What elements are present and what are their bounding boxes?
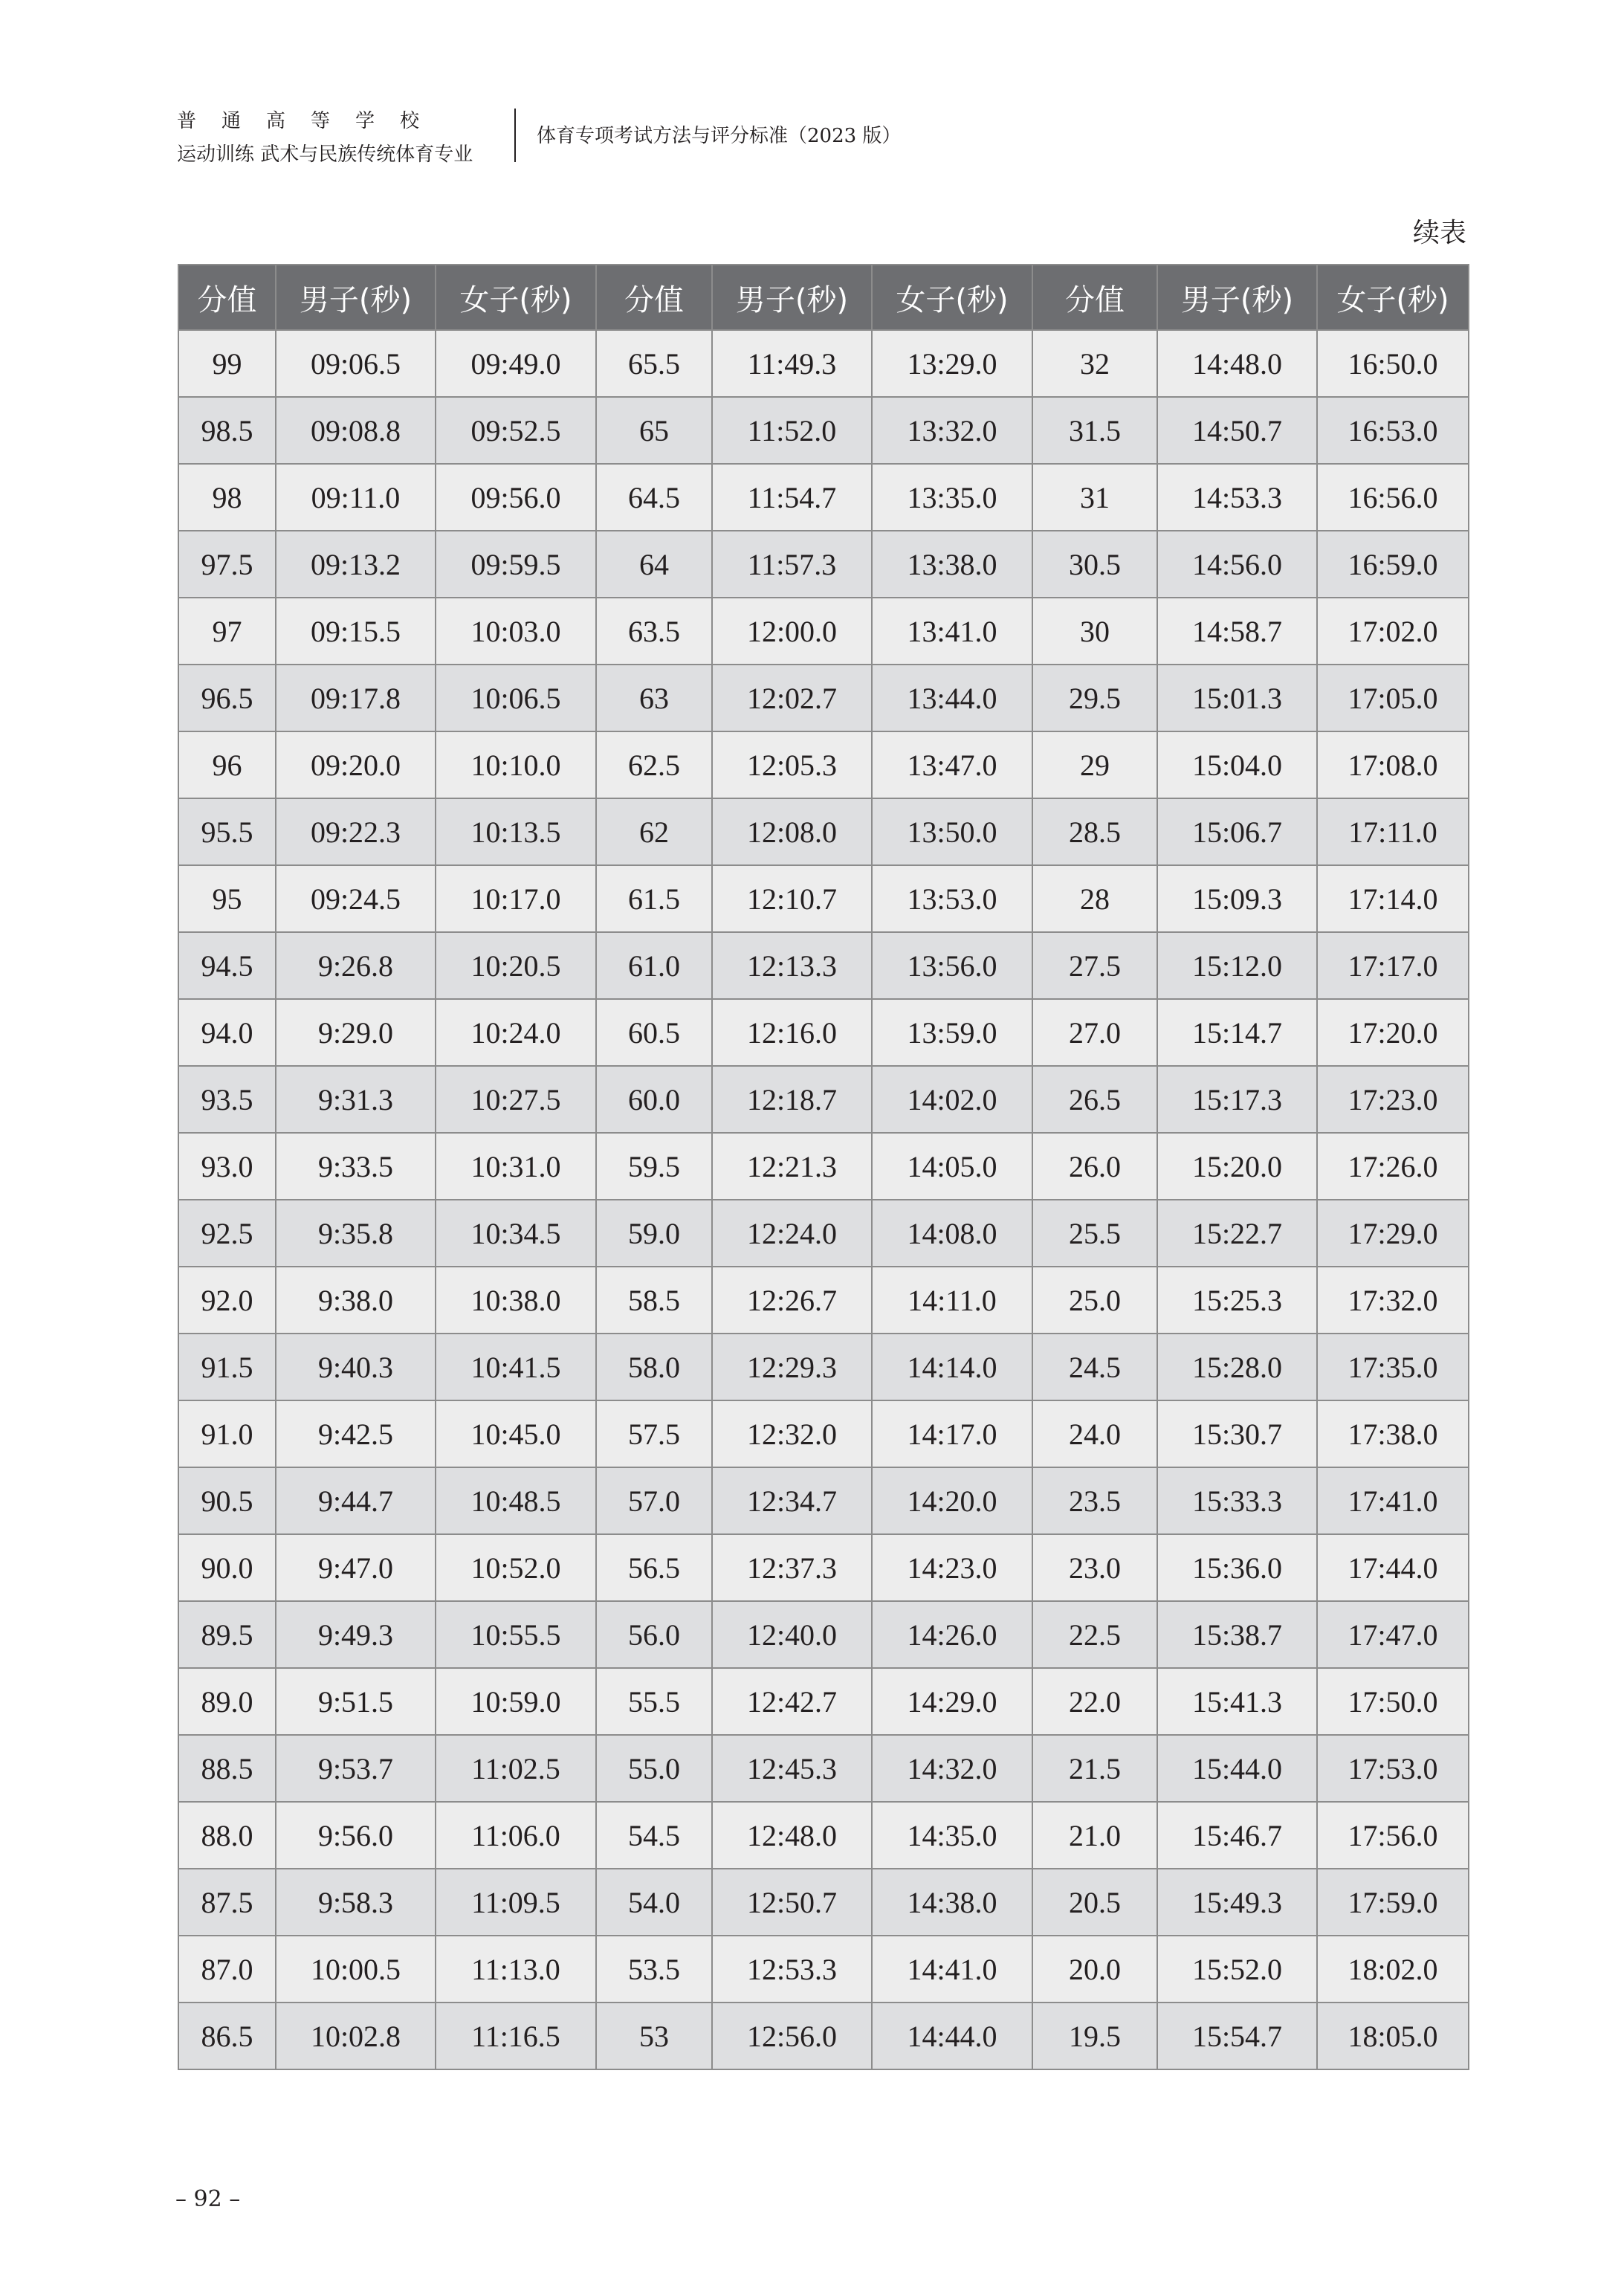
male-time-cell: 9:29.0: [276, 999, 436, 1066]
female-time-cell: 13:50.0: [872, 798, 1032, 865]
score-cell: 56.5: [596, 1534, 712, 1601]
table-row: [178, 1200, 1469, 1267]
female-time-cell: 10:45.0: [436, 1400, 596, 1467]
male-time-cell: 9:44.7: [276, 1467, 436, 1534]
score-cell: 97.5: [178, 531, 276, 598]
female-time-cell: 14:41.0: [872, 1936, 1032, 2003]
female-time-cell: 16:50.0: [1317, 330, 1469, 397]
male-time-cell: 12:29.3: [712, 1334, 872, 1400]
col-header-female-seconds: 女子(秒): [436, 265, 596, 330]
table-row: [178, 1334, 1469, 1400]
female-time-cell: 13:56.0: [872, 932, 1032, 999]
score-cell: 21.5: [1032, 1735, 1157, 1802]
score-cell: 55.5: [596, 1668, 712, 1735]
table-row: [178, 1267, 1469, 1334]
male-time-cell: 09:20.0: [276, 731, 436, 798]
female-time-cell: 13:35.0: [872, 464, 1032, 531]
male-time-cell: 12:42.7: [712, 1668, 872, 1735]
male-time-cell: 15:30.7: [1157, 1400, 1317, 1467]
female-time-cell: 13:29.0: [872, 330, 1032, 397]
female-time-cell: 16:56.0: [1317, 464, 1469, 531]
table-row: [178, 2003, 1469, 2069]
male-time-cell: 15:49.3: [1157, 1869, 1317, 1936]
male-time-cell: 9:51.5: [276, 1668, 436, 1735]
male-time-cell: 15:04.0: [1157, 731, 1317, 798]
female-time-cell: 14:05.0: [872, 1133, 1032, 1200]
female-time-cell: 14:14.0: [872, 1334, 1032, 1400]
male-time-cell: 15:22.7: [1157, 1200, 1317, 1267]
female-time-cell: 10:55.5: [436, 1601, 596, 1668]
female-time-cell: 09:59.5: [436, 531, 596, 598]
score-cell: 89.0: [178, 1668, 276, 1735]
male-time-cell: 12:40.0: [712, 1601, 872, 1668]
male-time-cell: 9:33.5: [276, 1133, 436, 1200]
score-cell: 53.5: [596, 1936, 712, 2003]
male-time-cell: 09:08.8: [276, 397, 436, 464]
col-header-female-seconds: 女子(秒): [872, 265, 1032, 330]
male-time-cell: 9:53.7: [276, 1735, 436, 1802]
male-time-cell: 9:38.0: [276, 1267, 436, 1334]
female-time-cell: 17:05.0: [1317, 665, 1469, 731]
male-time-cell: 09:11.0: [276, 464, 436, 531]
male-time-cell: 10:00.5: [276, 1936, 436, 2003]
score-cell: 22.5: [1032, 1601, 1157, 1668]
male-time-cell: 15:46.7: [1157, 1802, 1317, 1869]
score-cell: 25.5: [1032, 1200, 1157, 1267]
table-row: [178, 598, 1469, 665]
male-time-cell: 09:15.5: [276, 598, 436, 665]
male-time-cell: 15:25.3: [1157, 1267, 1317, 1334]
female-time-cell: 10:48.5: [436, 1467, 596, 1534]
table-row: [178, 999, 1469, 1066]
col-header-score: 分值: [596, 265, 712, 330]
female-time-cell: 10:13.5: [436, 798, 596, 865]
table-row: [178, 665, 1469, 731]
header-major-line: 运动训练 武术与民族传统体育专业: [177, 143, 473, 166]
page-number: – 92 –: [175, 2186, 241, 2212]
score-cell: 57.5: [596, 1400, 712, 1467]
male-time-cell: 15:12.0: [1157, 932, 1317, 999]
male-time-cell: 14:53.3: [1157, 464, 1317, 531]
male-time-cell: 09:17.8: [276, 665, 436, 731]
table-header-row: [178, 265, 1469, 330]
male-time-cell: 12:13.3: [712, 932, 872, 999]
score-cell: 21.0: [1032, 1802, 1157, 1869]
table-row: [178, 865, 1469, 932]
table-row: [178, 798, 1469, 865]
table-row: [178, 1601, 1469, 1668]
table-row: [178, 1066, 1469, 1133]
female-time-cell: 17:29.0: [1317, 1200, 1469, 1267]
male-time-cell: 11:49.3: [712, 330, 872, 397]
score-cell: 65: [596, 397, 712, 464]
score-cell: 24.5: [1032, 1334, 1157, 1400]
male-time-cell: 12:26.7: [712, 1267, 872, 1334]
male-time-cell: 14:58.7: [1157, 598, 1317, 665]
continued-table-label: 续表: [1412, 218, 1466, 248]
score-cell: 24.0: [1032, 1400, 1157, 1467]
header-school-line: 普通高等学校: [177, 110, 445, 132]
female-time-cell: 16:59.0: [1317, 531, 1469, 598]
female-time-cell: 10:24.0: [436, 999, 596, 1066]
female-time-cell: 17:35.0: [1317, 1334, 1469, 1400]
table-row: [178, 1534, 1469, 1601]
male-time-cell: 15:06.7: [1157, 798, 1317, 865]
score-cell: 32: [1032, 330, 1157, 397]
score-cell: 95.5: [178, 798, 276, 865]
male-time-cell: 14:50.7: [1157, 397, 1317, 464]
female-time-cell: 17:23.0: [1317, 1066, 1469, 1133]
score-cell: 54.0: [596, 1869, 712, 1936]
male-time-cell: 9:47.0: [276, 1534, 436, 1601]
female-time-cell: 11:09.5: [436, 1869, 596, 1936]
col-header-male-seconds: 男子(秒): [712, 265, 872, 330]
score-cell: 87.5: [178, 1869, 276, 1936]
score-cell: 53: [596, 2003, 712, 2069]
score-cell: 61.0: [596, 932, 712, 999]
female-time-cell: 13:44.0: [872, 665, 1032, 731]
score-cell: 25.0: [1032, 1267, 1157, 1334]
male-time-cell: 12:37.3: [712, 1534, 872, 1601]
female-time-cell: 11:13.0: [436, 1936, 596, 2003]
score-cell: 22.0: [1032, 1668, 1157, 1735]
female-time-cell: 17:41.0: [1317, 1467, 1469, 1534]
score-cell: 30.5: [1032, 531, 1157, 598]
female-time-cell: 17:59.0: [1317, 1869, 1469, 1936]
header-book-title: 体育专项考试方法与评分标准（2023 版）: [537, 125, 902, 147]
male-time-cell: 12:10.7: [712, 865, 872, 932]
score-cell: 95: [178, 865, 276, 932]
female-time-cell: 17:02.0: [1317, 598, 1469, 665]
table-row: [178, 1400, 1469, 1467]
female-time-cell: 10:06.5: [436, 665, 596, 731]
score-cell: 90.5: [178, 1467, 276, 1534]
female-time-cell: 14:38.0: [872, 1869, 1032, 1936]
male-time-cell: 09:06.5: [276, 330, 436, 397]
table-body: [178, 330, 1469, 2069]
female-time-cell: 17:50.0: [1317, 1668, 1469, 1735]
col-header-score: 分值: [178, 265, 276, 330]
female-time-cell: 10:17.0: [436, 865, 596, 932]
score-cell: 87.0: [178, 1936, 276, 2003]
male-time-cell: 12:05.3: [712, 731, 872, 798]
female-time-cell: 09:56.0: [436, 464, 596, 531]
male-time-cell: 9:56.0: [276, 1802, 436, 1869]
male-time-cell: 11:54.7: [712, 464, 872, 531]
table-row: [178, 1133, 1469, 1200]
female-time-cell: 10:31.0: [436, 1133, 596, 1200]
table-row: [178, 464, 1469, 531]
score-cell: 61.5: [596, 865, 712, 932]
score-cell: 55.0: [596, 1735, 712, 1802]
score-cell: 59.5: [596, 1133, 712, 1200]
score-cell: 62: [596, 798, 712, 865]
female-time-cell: 10:03.0: [436, 598, 596, 665]
male-time-cell: 9:42.5: [276, 1400, 436, 1467]
score-cell: 28: [1032, 865, 1157, 932]
score-cell: 19.5: [1032, 2003, 1157, 2069]
score-cell: 88.0: [178, 1802, 276, 1869]
female-time-cell: 17:20.0: [1317, 999, 1469, 1066]
female-time-cell: 10:59.0: [436, 1668, 596, 1735]
table-row: [178, 1802, 1469, 1869]
score-cell: 94.0: [178, 999, 276, 1066]
male-time-cell: 9:26.8: [276, 932, 436, 999]
female-time-cell: 17:08.0: [1317, 731, 1469, 798]
table-row: [178, 932, 1469, 999]
score-cell: 20.5: [1032, 1869, 1157, 1936]
female-time-cell: 14:35.0: [872, 1802, 1032, 1869]
female-time-cell: 13:47.0: [872, 731, 1032, 798]
female-time-cell: 17:38.0: [1317, 1400, 1469, 1467]
female-time-cell: 17:17.0: [1317, 932, 1469, 999]
male-time-cell: 15:44.0: [1157, 1735, 1317, 1802]
female-time-cell: 10:27.5: [436, 1066, 596, 1133]
score-cell: 56.0: [596, 1601, 712, 1668]
score-cell: 93.5: [178, 1066, 276, 1133]
female-time-cell: 14:17.0: [872, 1400, 1032, 1467]
female-time-cell: 13:32.0: [872, 397, 1032, 464]
score-cell: 86.5: [178, 2003, 276, 2069]
table-row: [178, 1735, 1469, 1802]
female-time-cell: 10:52.0: [436, 1534, 596, 1601]
female-time-cell: 13:38.0: [872, 531, 1032, 598]
male-time-cell: 12:00.0: [712, 598, 872, 665]
male-time-cell: 09:24.5: [276, 865, 436, 932]
score-cell: 90.0: [178, 1534, 276, 1601]
female-time-cell: 17:56.0: [1317, 1802, 1469, 1869]
score-cell: 31.5: [1032, 397, 1157, 464]
score-cell: 29: [1032, 731, 1157, 798]
male-time-cell: 15:14.7: [1157, 999, 1317, 1066]
score-cell: 59.0: [596, 1200, 712, 1267]
male-time-cell: 9:49.3: [276, 1601, 436, 1668]
table-row: [178, 397, 1469, 464]
score-table: [178, 264, 1469, 2070]
male-time-cell: 12:21.3: [712, 1133, 872, 1200]
female-time-cell: 14:08.0: [872, 1200, 1032, 1267]
score-cell: 29.5: [1032, 665, 1157, 731]
table-row: [178, 330, 1469, 397]
score-cell: 27.5: [1032, 932, 1157, 999]
table-row: [178, 731, 1469, 798]
male-time-cell: 11:57.3: [712, 531, 872, 598]
score-cell: 23.0: [1032, 1534, 1157, 1601]
female-time-cell: 18:05.0: [1317, 2003, 1469, 2069]
male-time-cell: 12:18.7: [712, 1066, 872, 1133]
score-cell: 97: [178, 598, 276, 665]
col-header-male-seconds: 男子(秒): [1157, 265, 1317, 330]
score-cell: 28.5: [1032, 798, 1157, 865]
score-cell: 91.0: [178, 1400, 276, 1467]
female-time-cell: 18:02.0: [1317, 1936, 1469, 2003]
female-time-cell: 11:06.0: [436, 1802, 596, 1869]
score-cell: 60.0: [596, 1066, 712, 1133]
male-time-cell: 09:22.3: [276, 798, 436, 865]
male-time-cell: 9:35.8: [276, 1200, 436, 1267]
female-time-cell: 11:16.5: [436, 2003, 596, 2069]
score-cell: 98.5: [178, 397, 276, 464]
female-time-cell: 10:34.5: [436, 1200, 596, 1267]
female-time-cell: 09:52.5: [436, 397, 596, 464]
male-time-cell: 12:53.3: [712, 1936, 872, 2003]
score-cell: 65.5: [596, 330, 712, 397]
female-time-cell: 14:44.0: [872, 2003, 1032, 2069]
score-cell: 92.5: [178, 1200, 276, 1267]
male-time-cell: 14:56.0: [1157, 531, 1317, 598]
female-time-cell: 17:47.0: [1317, 1601, 1469, 1668]
male-time-cell: 11:52.0: [712, 397, 872, 464]
male-time-cell: 12:48.0: [712, 1802, 872, 1869]
male-time-cell: 15:33.3: [1157, 1467, 1317, 1534]
male-time-cell: 15:20.0: [1157, 1133, 1317, 1200]
female-time-cell: 10:41.5: [436, 1334, 596, 1400]
table-row: [178, 531, 1469, 598]
score-cell: 94.5: [178, 932, 276, 999]
score-cell: 89.5: [178, 1601, 276, 1668]
male-time-cell: 9:58.3: [276, 1869, 436, 1936]
table-row: [178, 1668, 1469, 1735]
female-time-cell: 11:02.5: [436, 1735, 596, 1802]
male-time-cell: 15:01.3: [1157, 665, 1317, 731]
female-time-cell: 17:32.0: [1317, 1267, 1469, 1334]
col-header-male-seconds: 男子(秒): [276, 265, 436, 330]
male-time-cell: 15:52.0: [1157, 1936, 1317, 2003]
male-time-cell: 12:45.3: [712, 1735, 872, 1802]
female-time-cell: 10:10.0: [436, 731, 596, 798]
running-header-left: [177, 109, 498, 169]
male-time-cell: 15:36.0: [1157, 1534, 1317, 1601]
female-time-cell: 14:29.0: [872, 1668, 1032, 1735]
female-time-cell: 14:23.0: [872, 1534, 1032, 1601]
male-time-cell: 12:32.0: [712, 1400, 872, 1467]
col-header-score: 分值: [1032, 265, 1157, 330]
female-time-cell: 13:41.0: [872, 598, 1032, 665]
female-time-cell: 14:20.0: [872, 1467, 1032, 1534]
female-time-cell: 17:14.0: [1317, 865, 1469, 932]
male-time-cell: 14:48.0: [1157, 330, 1317, 397]
score-cell: 58.5: [596, 1267, 712, 1334]
female-time-cell: 10:38.0: [436, 1267, 596, 1334]
table-row: [178, 1467, 1469, 1534]
score-cell: 93.0: [178, 1133, 276, 1200]
female-time-cell: 14:26.0: [872, 1601, 1032, 1668]
male-time-cell: 15:41.3: [1157, 1668, 1317, 1735]
score-cell: 98: [178, 464, 276, 531]
male-time-cell: 12:08.0: [712, 798, 872, 865]
score-cell: 64: [596, 531, 712, 598]
female-time-cell: 10:20.5: [436, 932, 596, 999]
male-time-cell: 15:09.3: [1157, 865, 1317, 932]
male-time-cell: 12:56.0: [712, 2003, 872, 2069]
female-time-cell: 13:53.0: [872, 865, 1032, 932]
female-time-cell: 13:59.0: [872, 999, 1032, 1066]
score-cell: 20.0: [1032, 1936, 1157, 2003]
male-time-cell: 10:02.8: [276, 2003, 436, 2069]
score-cell: 54.5: [596, 1802, 712, 1869]
table-row: [178, 1869, 1469, 1936]
score-cell: 63: [596, 665, 712, 731]
female-time-cell: 16:53.0: [1317, 397, 1469, 464]
score-cell: 88.5: [178, 1735, 276, 1802]
male-time-cell: 12:16.0: [712, 999, 872, 1066]
male-time-cell: 15:38.7: [1157, 1601, 1317, 1668]
female-time-cell: 14:32.0: [872, 1735, 1032, 1802]
col-header-female-seconds: 女子(秒): [1317, 265, 1469, 330]
male-time-cell: 12:02.7: [712, 665, 872, 731]
score-cell: 91.5: [178, 1334, 276, 1400]
score-cell: 30: [1032, 598, 1157, 665]
score-cell: 57.0: [596, 1467, 712, 1534]
score-cell: 31: [1032, 464, 1157, 531]
male-time-cell: 15:28.0: [1157, 1334, 1317, 1400]
score-cell: 27.0: [1032, 999, 1157, 1066]
score-cell: 62.5: [596, 731, 712, 798]
male-time-cell: 12:34.7: [712, 1467, 872, 1534]
score-cell: 96.5: [178, 665, 276, 731]
score-cell: 92.0: [178, 1267, 276, 1334]
score-cell: 99: [178, 330, 276, 397]
male-time-cell: 9:31.3: [276, 1066, 436, 1133]
male-time-cell: 9:40.3: [276, 1334, 436, 1400]
female-time-cell: 14:11.0: [872, 1267, 1032, 1334]
female-time-cell: 17:44.0: [1317, 1534, 1469, 1601]
score-cell: 64.5: [596, 464, 712, 531]
female-time-cell: 14:02.0: [872, 1066, 1032, 1133]
male-time-cell: 12:50.7: [712, 1869, 872, 1936]
male-time-cell: 09:13.2: [276, 531, 436, 598]
male-time-cell: 12:24.0: [712, 1200, 872, 1267]
score-cell: 58.0: [596, 1334, 712, 1400]
table-row: [178, 1936, 1469, 2003]
female-time-cell: 17:11.0: [1317, 798, 1469, 865]
score-cell: 26.0: [1032, 1133, 1157, 1200]
female-time-cell: 17:53.0: [1317, 1735, 1469, 1802]
score-cell: 63.5: [596, 598, 712, 665]
header-divider: [514, 109, 516, 162]
score-cell: 23.5: [1032, 1467, 1157, 1534]
female-time-cell: 09:49.0: [436, 330, 596, 397]
score-cell: 60.5: [596, 999, 712, 1066]
female-time-cell: 17:26.0: [1317, 1133, 1469, 1200]
score-cell: 26.5: [1032, 1066, 1157, 1133]
male-time-cell: 15:17.3: [1157, 1066, 1317, 1133]
score-cell: 96: [178, 731, 276, 798]
male-time-cell: 15:54.7: [1157, 2003, 1317, 2069]
